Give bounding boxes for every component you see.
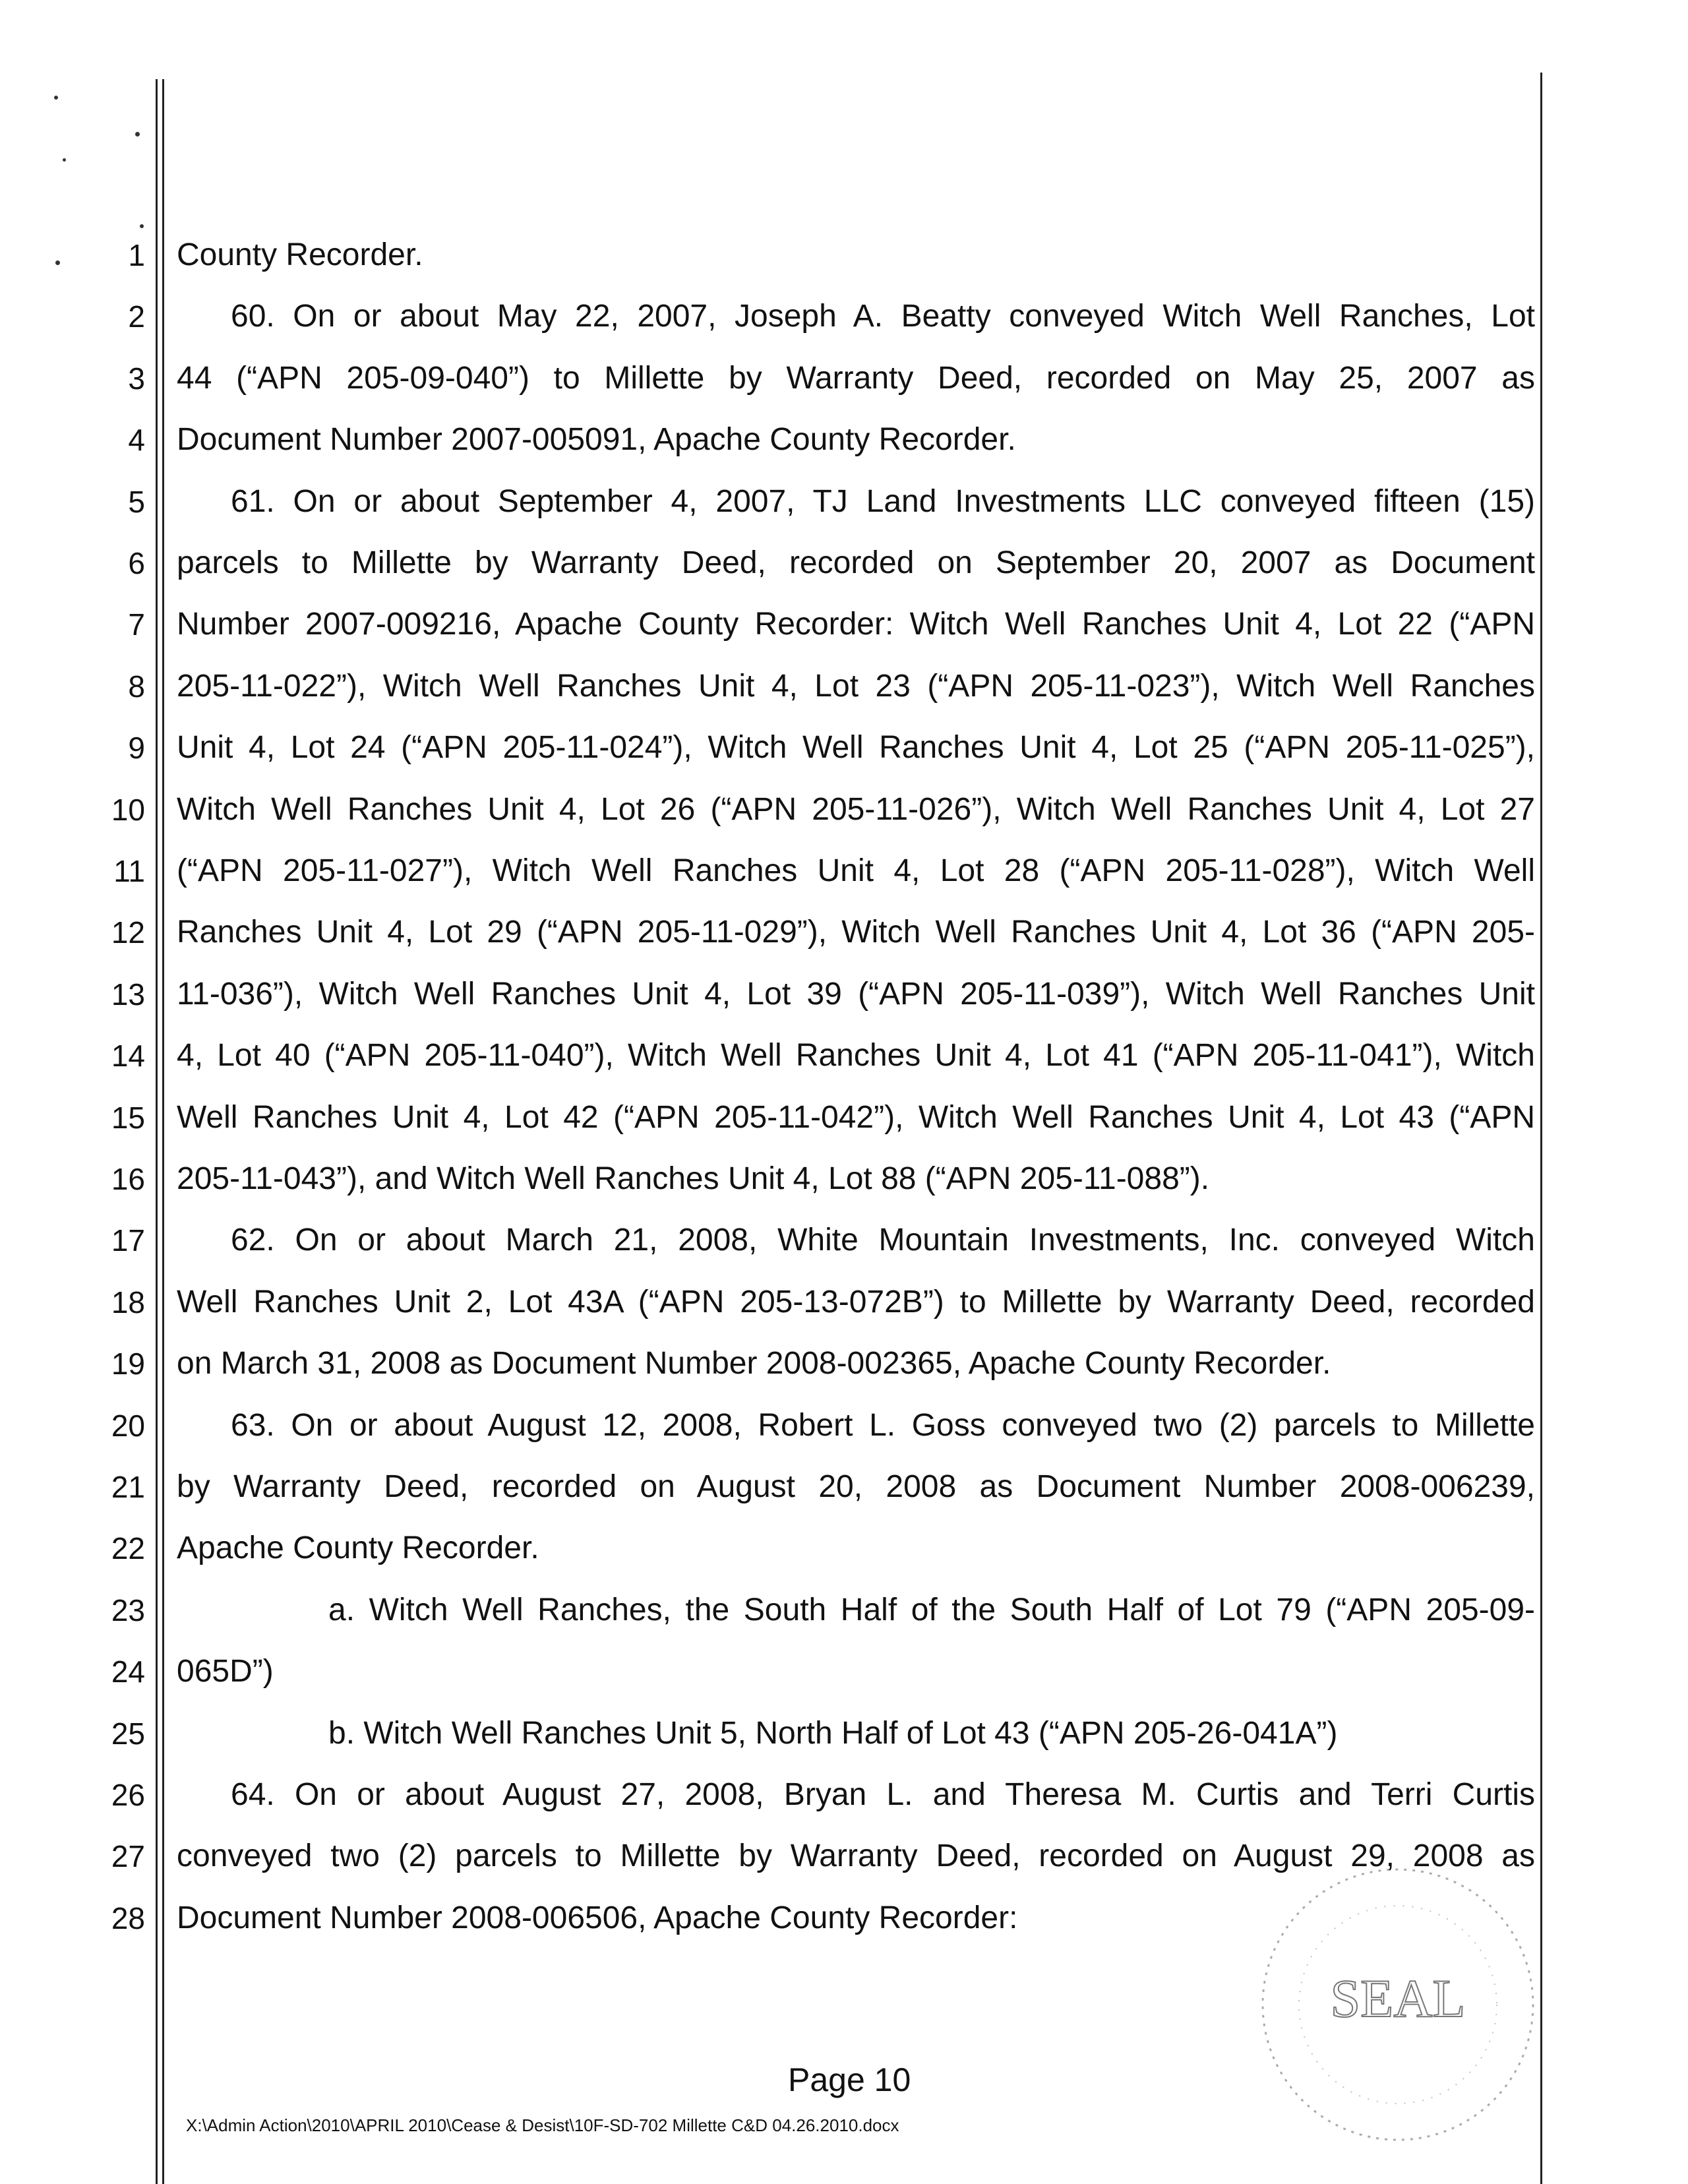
- line-number: 24: [111, 1654, 145, 1689]
- text-line: conveyed two (2) parcels to Millette by Warranty Deed, recorded on August 29, 2008 as: [177, 1838, 1535, 1874]
- line-number: 4: [128, 423, 145, 458]
- line-number: 7: [128, 607, 145, 642]
- line-number: 26: [111, 1778, 145, 1812]
- text-line: Document Number 2008-006506, Apache County Recorder:: [177, 1900, 1018, 1935]
- line-number: 3: [128, 361, 145, 396]
- text-line: Well Ranches Unit 4, Lot 42 (“APN 205-11-042”), Witch Well Ranches Unit 4, Lot 43 (“APN: [177, 1099, 1535, 1135]
- line-number: 16: [111, 1162, 145, 1196]
- text-line: Ranches Unit 4, Lot 29 (“APN 205-11-029”), Witch Well Ranches Unit 4, Lot 36 (“APN 205-: [177, 915, 1535, 950]
- text-line: Well Ranches Unit 2, Lot 43A (“APN 205-13-072B”) to Millette by Warranty Deed, recorded: [177, 1284, 1535, 1320]
- line-number: 20: [111, 1408, 145, 1443]
- text-line: 62. On or about March 21, 2008, White Mountain Investments, Inc. conveyed Witch: [231, 1223, 1535, 1258]
- page-number: Page 10: [788, 2061, 911, 2098]
- text-line: 4, Lot 40 (“APN 205-11-040”), Witch Well Ranches Unit 4, Lot 41 (“APN 205-11-041”), Witch: [177, 1038, 1535, 1074]
- scan-mark: [63, 158, 66, 162]
- line-number: 13: [111, 977, 145, 1012]
- text-line: parcels to Millette by Warranty Deed, recorded on September 20, 2007 as Document: [177, 545, 1535, 580]
- line-number: 15: [111, 1100, 145, 1135]
- left-margin-rule-1: [156, 79, 158, 2184]
- line-number: 21: [111, 1470, 145, 1504]
- text-line: 60. On or about May 22, 2007, Joseph A. Beatty conveyed Witch Well Ranches, Lot: [231, 299, 1535, 334]
- text-line: Witch Well Ranches Unit 4, Lot 26 (“APN 205-11-026”), Witch Well Ranches Unit 4, Lot 27: [177, 791, 1535, 827]
- text-line: 205-11-043”), and Witch Well Ranches Unit 4, Lot 88 (“APN 205-11-088”).: [177, 1161, 1210, 1196]
- text-line: Document Number 2007-005091, Apache County Recorder.: [177, 422, 1016, 458]
- text-line: b. Witch Well Ranches Unit 5, North Half of Lot 43 (“APN 205-26-041A”): [328, 1715, 1338, 1751]
- text-line: County Recorder.: [177, 237, 423, 272]
- line-number: 6: [128, 546, 145, 580]
- line-number: 8: [128, 669, 145, 704]
- text-line: on March 31, 2008 as Document Number 2008-002365, Apache County Recorder.: [177, 1346, 1331, 1381]
- text-line: (“APN 205-11-027”), Witch Well Ranches Unit 4, Lot 28 (“APN 205-11-028”), Witch Well: [177, 853, 1535, 888]
- text-line: by Warranty Deed, recorded on August 20, 2008 as Document Number 2008-006239,: [177, 1469, 1535, 1504]
- text-line: Number 2007-009216, Apache County Recorder: Witch Well Ranches Unit 4, Lot 22 (“APN: [177, 607, 1535, 642]
- line-number: 28: [111, 1900, 145, 1935]
- line-number: 1: [128, 238, 145, 272]
- seal-stamp: [1240, 1846, 1556, 2163]
- text-line: 065D”): [177, 1654, 274, 1689]
- text-line: 63. On or about August 12, 2008, Robert L. Goss conveyed two (2) parcels to Millette: [231, 1407, 1535, 1443]
- line-number: 27: [111, 1839, 145, 1874]
- line-number: 25: [111, 1716, 145, 1751]
- line-number: 18: [111, 1285, 145, 1320]
- line-number: 19: [111, 1347, 145, 1381]
- scan-mark: [55, 260, 60, 265]
- scan-mark: [135, 132, 140, 136]
- line-number: 14: [111, 1039, 145, 1074]
- line-number: 23: [111, 1592, 145, 1627]
- line-number: 9: [128, 731, 145, 766]
- text-line: Unit 4, Lot 24 (“APN 205-11-024”), Witch Well Ranches Unit 4, Lot 25 (“APN 205-11-025”),: [177, 730, 1535, 766]
- text-line: 61. On or about September 4, 2007, TJ Land Investments LLC conveyed fifteen (15): [231, 483, 1535, 519]
- scan-mark: [54, 96, 58, 100]
- text-line: 205-11-022”), Witch Well Ranches Unit 4, Lot 23 (“APN 205-11-023”), Witch Well Ranches: [177, 668, 1535, 704]
- line-number: 12: [111, 915, 145, 950]
- line-number: 22: [111, 1531, 145, 1566]
- line-number: 11: [113, 854, 145, 888]
- text-line: 11-036”), Witch Well Ranches Unit 4, Lot 39 (“APN 205-11-039”), Witch Well Ranches Unit: [177, 976, 1535, 1012]
- text-line: Apache County Recorder.: [177, 1531, 539, 1566]
- text-line: a. Witch Well Ranches, the South Half of the South Half of Lot 79 (“APN 205-09-: [328, 1592, 1535, 1627]
- file-path: X:\Admin Action\2010\APRIL 2010\Cease & Desist\10F-SD-702 Millette C&D 04.26.2010.docx: [186, 2115, 899, 2135]
- line-number: 5: [128, 484, 145, 519]
- seal-text: SEAL: [1330, 1968, 1466, 2028]
- line-number: 10: [111, 792, 145, 827]
- text-line: 44 (“APN 205-09-040”) to Millette by Warranty Deed, recorded on May 25, 2007 as: [177, 360, 1535, 396]
- text-line: 64. On or about August 27, 2008, Bryan L. and Theresa M. Curtis and Terri Curtis: [231, 1777, 1535, 1812]
- left-margin-rule-2: [162, 79, 164, 2184]
- line-number: 17: [111, 1223, 145, 1258]
- line-number: 2: [128, 299, 145, 334]
